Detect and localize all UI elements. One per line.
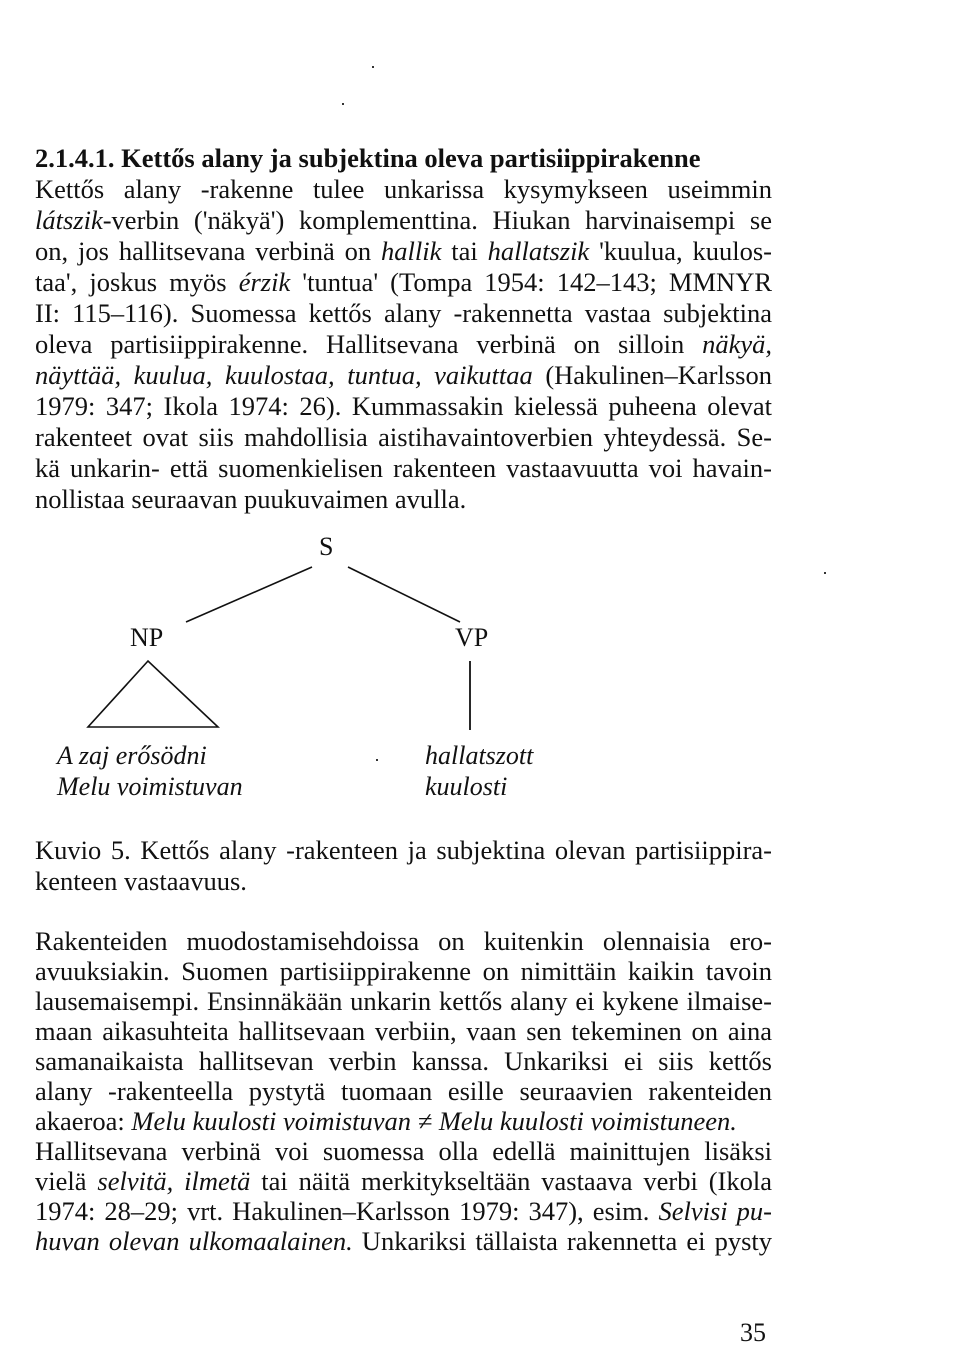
para3-line-3: 1974: 28–29; vrt. Hakulinen–Karlsson 1979: 347), esim. Selvisi pu- (35, 1196, 772, 1226)
caption-line-1: Kuvio 5. Kettős alany -rakenteen ja subjektina olevan partisiippira- (35, 835, 772, 865)
caption-line-2: kenteen vastaavuus. (35, 866, 247, 896)
para1-line-9: rakenteet ovat siis mahdollisia aistihavaintoverbien yhteydessä. Se- (35, 422, 772, 452)
para3-line-1: Hallitsevana verbinä voi suomessa olla edellä mainittujen lisäksi (35, 1136, 772, 1166)
para1-line-2: látszik-verbin ('näkyä') komplementtina. Hiukan harvinaisempi se (35, 205, 772, 235)
para2-line-1: Rakenteiden muodostamisehdoissa on kuitenkin olennaisia ero- (35, 926, 772, 956)
section-heading: 2.1.4.1. Kettős alany ja subjektina oleva partisiippirakenne (35, 143, 701, 173)
para1-line-1: Kettős alany -rakenne tulee unkarissa kysymykseen useimmin (35, 174, 772, 204)
np-triangle (88, 661, 218, 727)
para1-line-10: kä unkarin- että suomenkielisen rakenteen vastaavuutta voi havain- (35, 453, 772, 483)
edge-s-np (186, 567, 312, 622)
para1-line-8: 1979: 347; Ikola 1974: 26). Kummassakin kielessä puheena olevat (35, 391, 772, 421)
para2-line-7: akaeroa: Melu kuulosti voimistuvan ≠ Melu kuulosti voimistuneen. (35, 1106, 737, 1136)
node-vp: VP (455, 623, 489, 652)
para3-line-4: huvan olevan ulkomaalainen. Unkariksi tällaista rakennetta ei pysty (35, 1226, 772, 1256)
vp-leaf-finnish: kuulosti (425, 772, 508, 801)
para2-line-3: lausemaisempi. Ensinnäkään unkarin kettős alany ei kykene ilmaise- (35, 986, 772, 1016)
node-np: NP (130, 623, 164, 652)
para3-line-2: vielä selvitä, ilmetä tai näitä merkitykseltään vastaava verbi (Ikola (35, 1166, 773, 1196)
edge-s-vp (348, 567, 460, 622)
node-s: S (319, 532, 334, 561)
para2-line-6: alany -rakenteella pystytä tuomaan esille seuraavien rakenteiden (35, 1076, 772, 1106)
para1-line-4: taa', joskus myös érzik 'tuntua' (Tompa 1954: 142–143; MMNYR (35, 267, 773, 297)
np-leaf-finnish: Melu voimistuvan (57, 772, 243, 801)
para2-line-2: avuuksiakin. Suomen partisiippirakenne on nimittäin kaikin tavoin (35, 956, 772, 986)
para2-line-4: maan aikasuhteita hallitsevaan verbiin, vaan sen tekeminen on aina (35, 1016, 772, 1046)
np-leaf-hungarian: A zaj erősödni (57, 741, 207, 770)
page-number: 35 (740, 1318, 766, 1347)
para2-line-5: samanaikaista hallitsevan verbin kanssa. Unkariksi ei siis kettős (35, 1046, 772, 1076)
para1-line-6: oleva partisiippirakenne. Hallitsevana verbinä on silloin näkyä, (35, 329, 772, 359)
para1-line-5: II: 115–116). Suomessa kettős alany -rakennetta vastaa subjektina (35, 298, 772, 328)
para1-line-7: näyttää, kuulua, kuulostaa, tuntua, vaikuttaa (Hakulinen–Karlsson (35, 360, 772, 390)
para1-line-11: nollistaa seuraavan puukuvaimen avulla. (35, 484, 467, 514)
para1-line-3: on, jos hallitsevana verbinä on hallik tai hallatszik 'kuulua, kuulos- (35, 236, 772, 266)
vp-leaf-hungarian: hallatszott (425, 741, 534, 770)
